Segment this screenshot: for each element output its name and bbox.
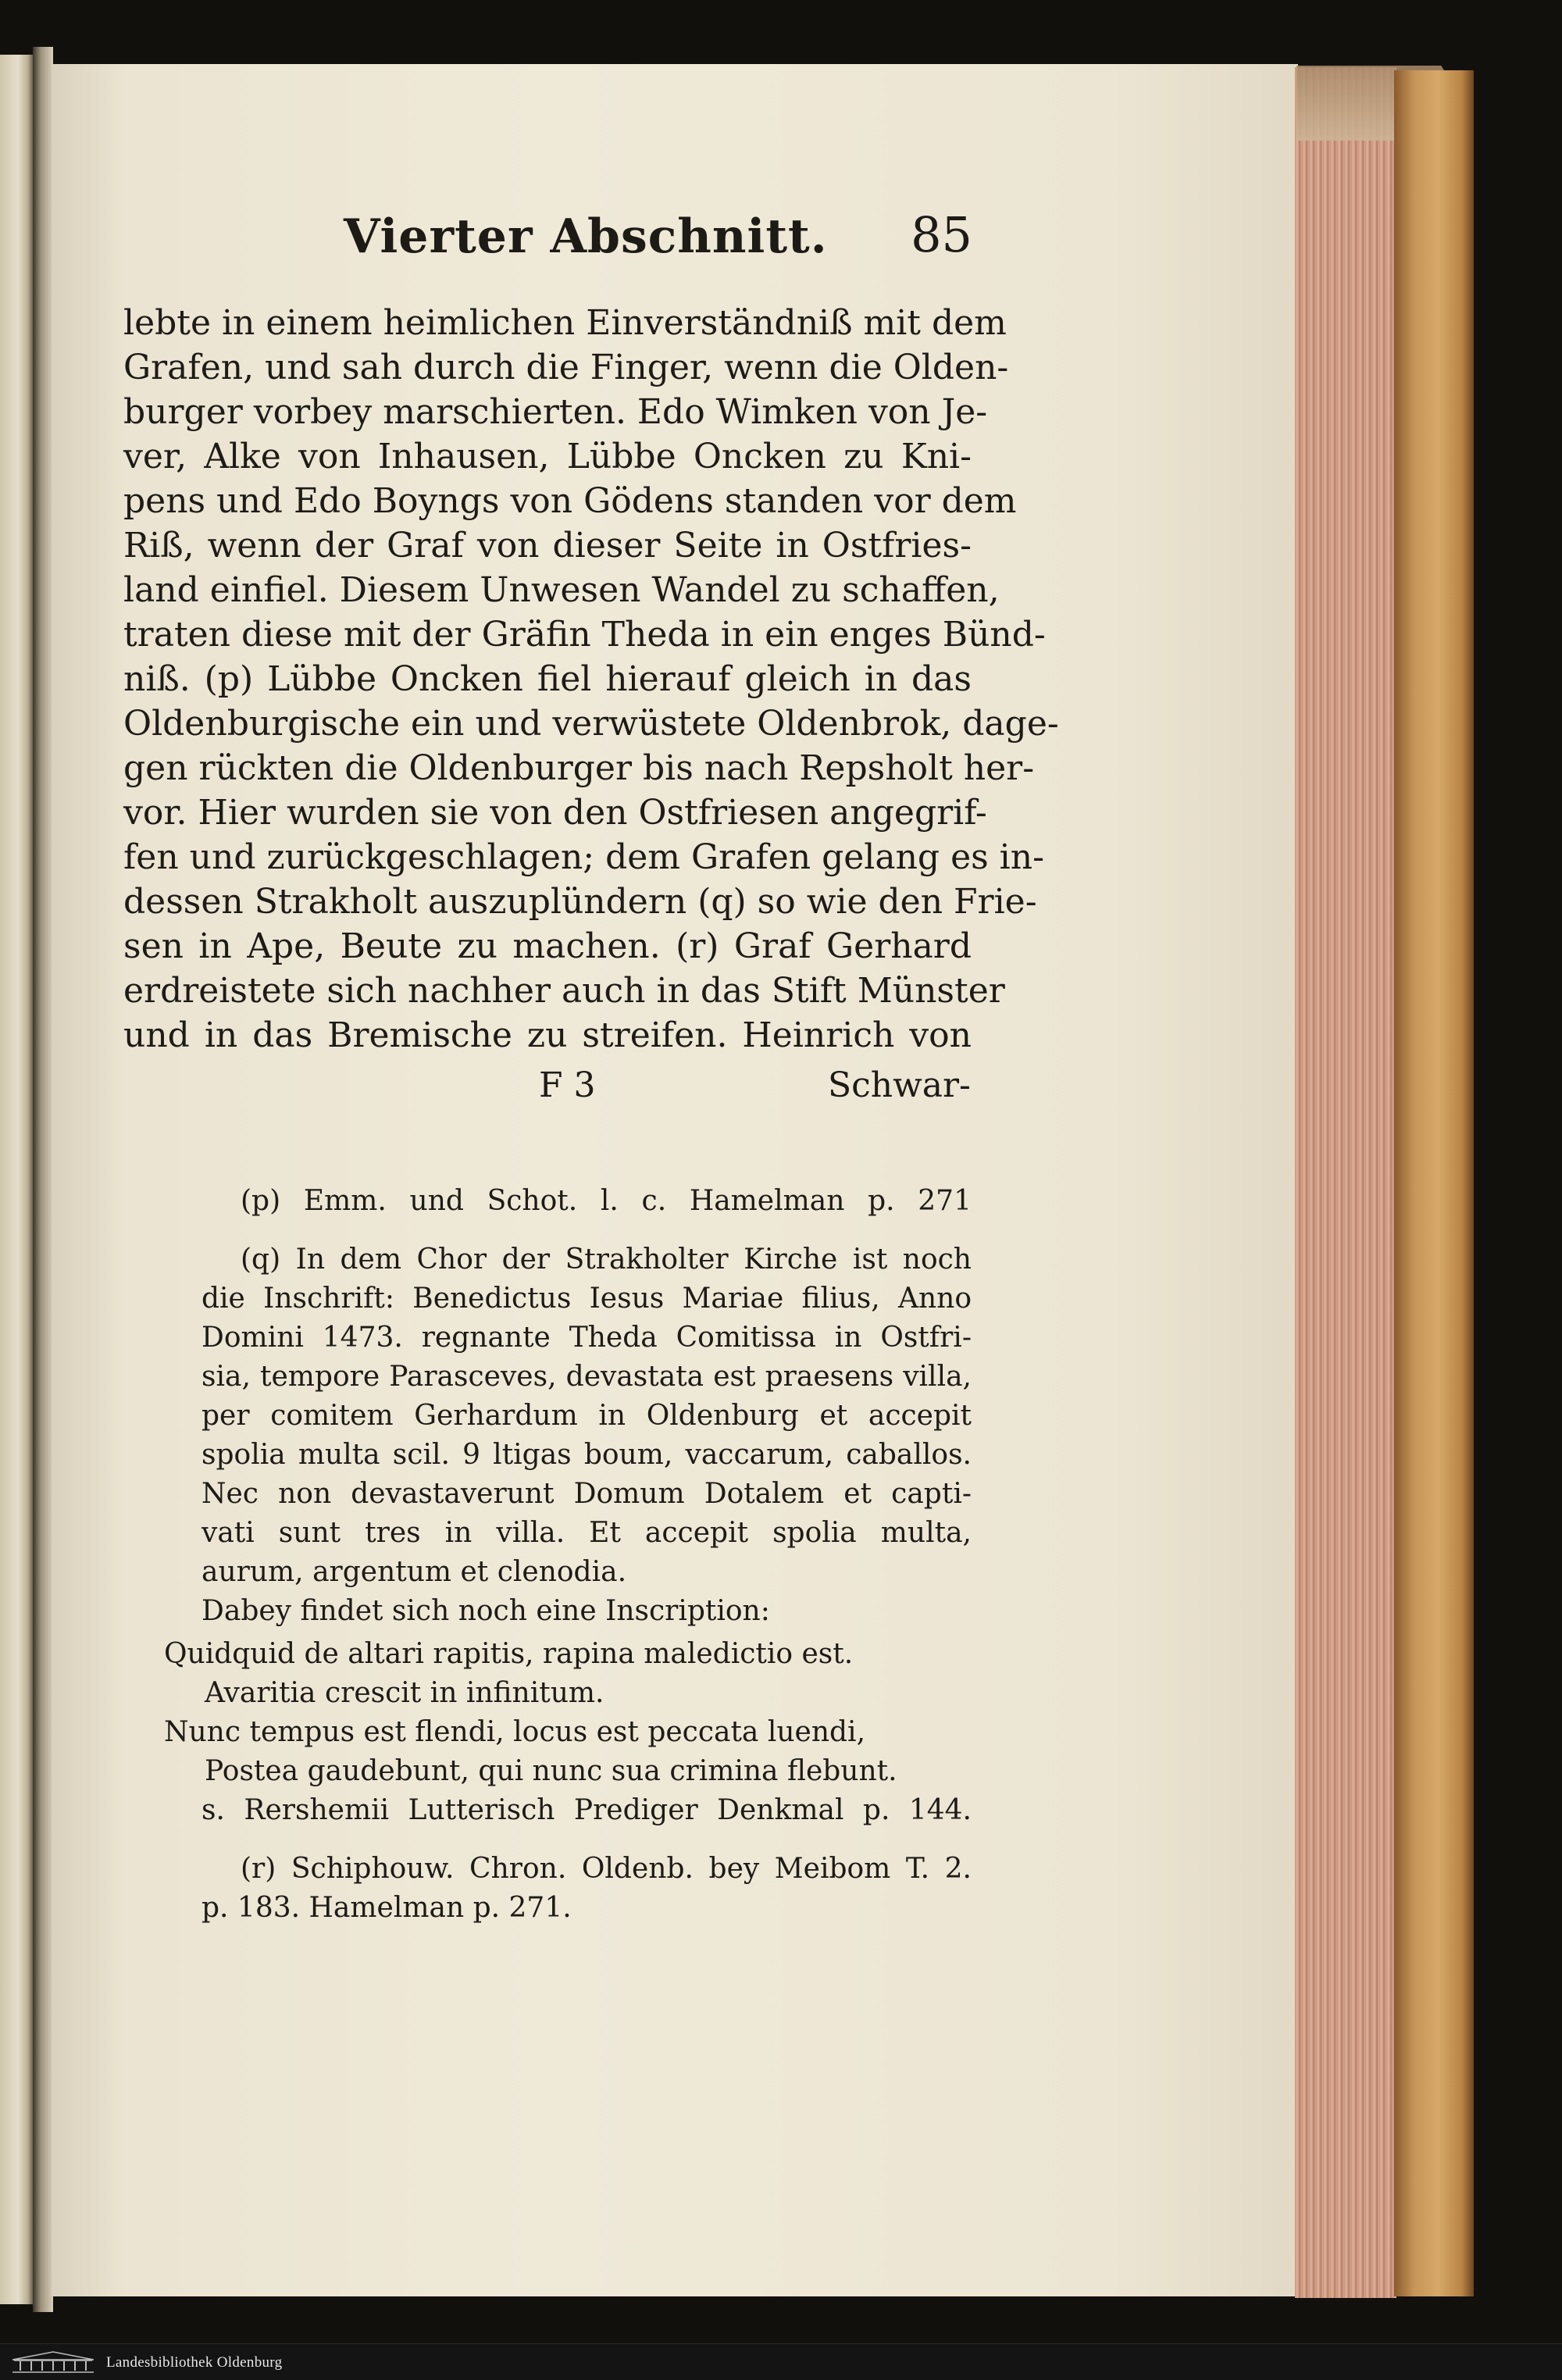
body-line: erdreistete sich nachher auch in das Stift Münster	[123, 971, 1005, 1011]
catchword: Schwar-	[828, 1065, 971, 1105]
body-line: sen in Ape, Beute zu machen. (r) Graf Gerhard	[123, 926, 972, 966]
viewer-footer-bar	[0, 2343, 1562, 2380]
footnote-r-line: p. 183. Hamelman p. 271.	[201, 1892, 572, 1924]
inscription-verse: Avaritia crescit in infinitum.	[205, 1677, 604, 1709]
body-line: Riß, wenn der Graf von dieser Seite in Ostfries-	[123, 526, 972, 566]
footnote-q-line: Domini 1473. regnante Theda Comitissa in Ostfri-	[201, 1322, 972, 1354]
footnote-q-line: aurum, argentum et clenodia.	[201, 1556, 627, 1588]
body-line: Grafen, und sah durch die Finger, wenn die Olden-	[123, 348, 1009, 387]
body-line: niß. (p) Lübbe Oncken fiel hierauf gleich in das	[123, 659, 972, 699]
body-line: land einfiel. Diesem Unwesen Wandel zu schaffen,	[123, 570, 1000, 610]
footnote-r-line: (r) Schiphouw. Chron. Oldenb. bey Meibom T. 2.	[241, 1853, 972, 1885]
body-line: vor. Hier wurden sie von den Ostfriesen angegrif-	[123, 793, 987, 833]
body-line: pens und Edo Boyngs von Gödens standen vor dem	[123, 481, 1017, 521]
body-line: lebte in einem heimlichen Einverständniß mit dem	[123, 303, 1007, 343]
inscription-verse: Postea gaudebunt, qui nunc sua crimina flebunt.	[205, 1755, 897, 1787]
footnote-p: (p) Emm. und Schot. l. c. Hamelman p. 271	[241, 1185, 972, 1217]
inscription-intro: Dabey findet sich noch eine Inscription:	[201, 1595, 770, 1627]
footnote-q-source: s. Rershemii Lutterisch Prediger Denkmal p. 144.	[201, 1794, 972, 1826]
library-name: Landesbibliothek Oldenburg	[106, 2354, 283, 2371]
library-building-icon	[9, 2350, 97, 2374]
footnote-q-line: vati sunt tres in villa. Et accepit spolia multa,	[201, 1517, 972, 1549]
body-line: ver, Alke von Inhausen, Lübbe Oncken zu Kni-	[123, 437, 972, 476]
inscription-verse: Nunc tempus est flendi, locus est peccata luendi,	[164, 1716, 866, 1748]
footnote-q-line: die Inschrift: Benedictus Iesus Mariae filius, Anno	[201, 1283, 972, 1315]
footnote-q-line: per comitem Gerhardum in Oldenburg et accepit	[201, 1400, 972, 1432]
footnote-q-line: (q) In dem Chor der Strakholter Kirche ist noch	[241, 1244, 972, 1276]
footnote-q-line: Nec non devastaverunt Domum Dotalem et capti-	[201, 1478, 972, 1510]
body-line: burger vorbey marschierten. Edo Wimken von Je-	[123, 392, 988, 432]
signature-mark: F 3	[539, 1065, 596, 1105]
body-line: traten diese mit der Gräfin Theda in ein enges Bünd-	[123, 615, 1046, 655]
body-line: gen rückten die Oldenburger bis nach Repsholt her-	[123, 748, 1035, 788]
body-line: fen und zurückgeschlagen; dem Grafen gelang es in-	[123, 837, 1044, 877]
page-number: 85	[911, 206, 972, 263]
inscription-verse: Quidquid de altari rapitis, rapina maledictio est.	[164, 1638, 854, 1670]
body-line: und in das Bremische zu streifen. Heinrich von	[123, 1015, 972, 1055]
running-header	[344, 205, 972, 267]
chapter-title: Vierter Abschnitt.	[344, 209, 828, 264]
footnote-q-line: spolia multa scil. 9 ltigas boum, vaccarum, caballos.	[201, 1439, 972, 1471]
body-line: Oldenburgische ein und verwüstete Oldenbrok, dage-	[123, 704, 1059, 744]
body-line: dessen Strakholt auszuplündern (q) so wie den Frie-	[123, 882, 1037, 922]
footnote-q-line: sia, tempore Parasceves, devastata est praesens villa,	[201, 1361, 972, 1393]
